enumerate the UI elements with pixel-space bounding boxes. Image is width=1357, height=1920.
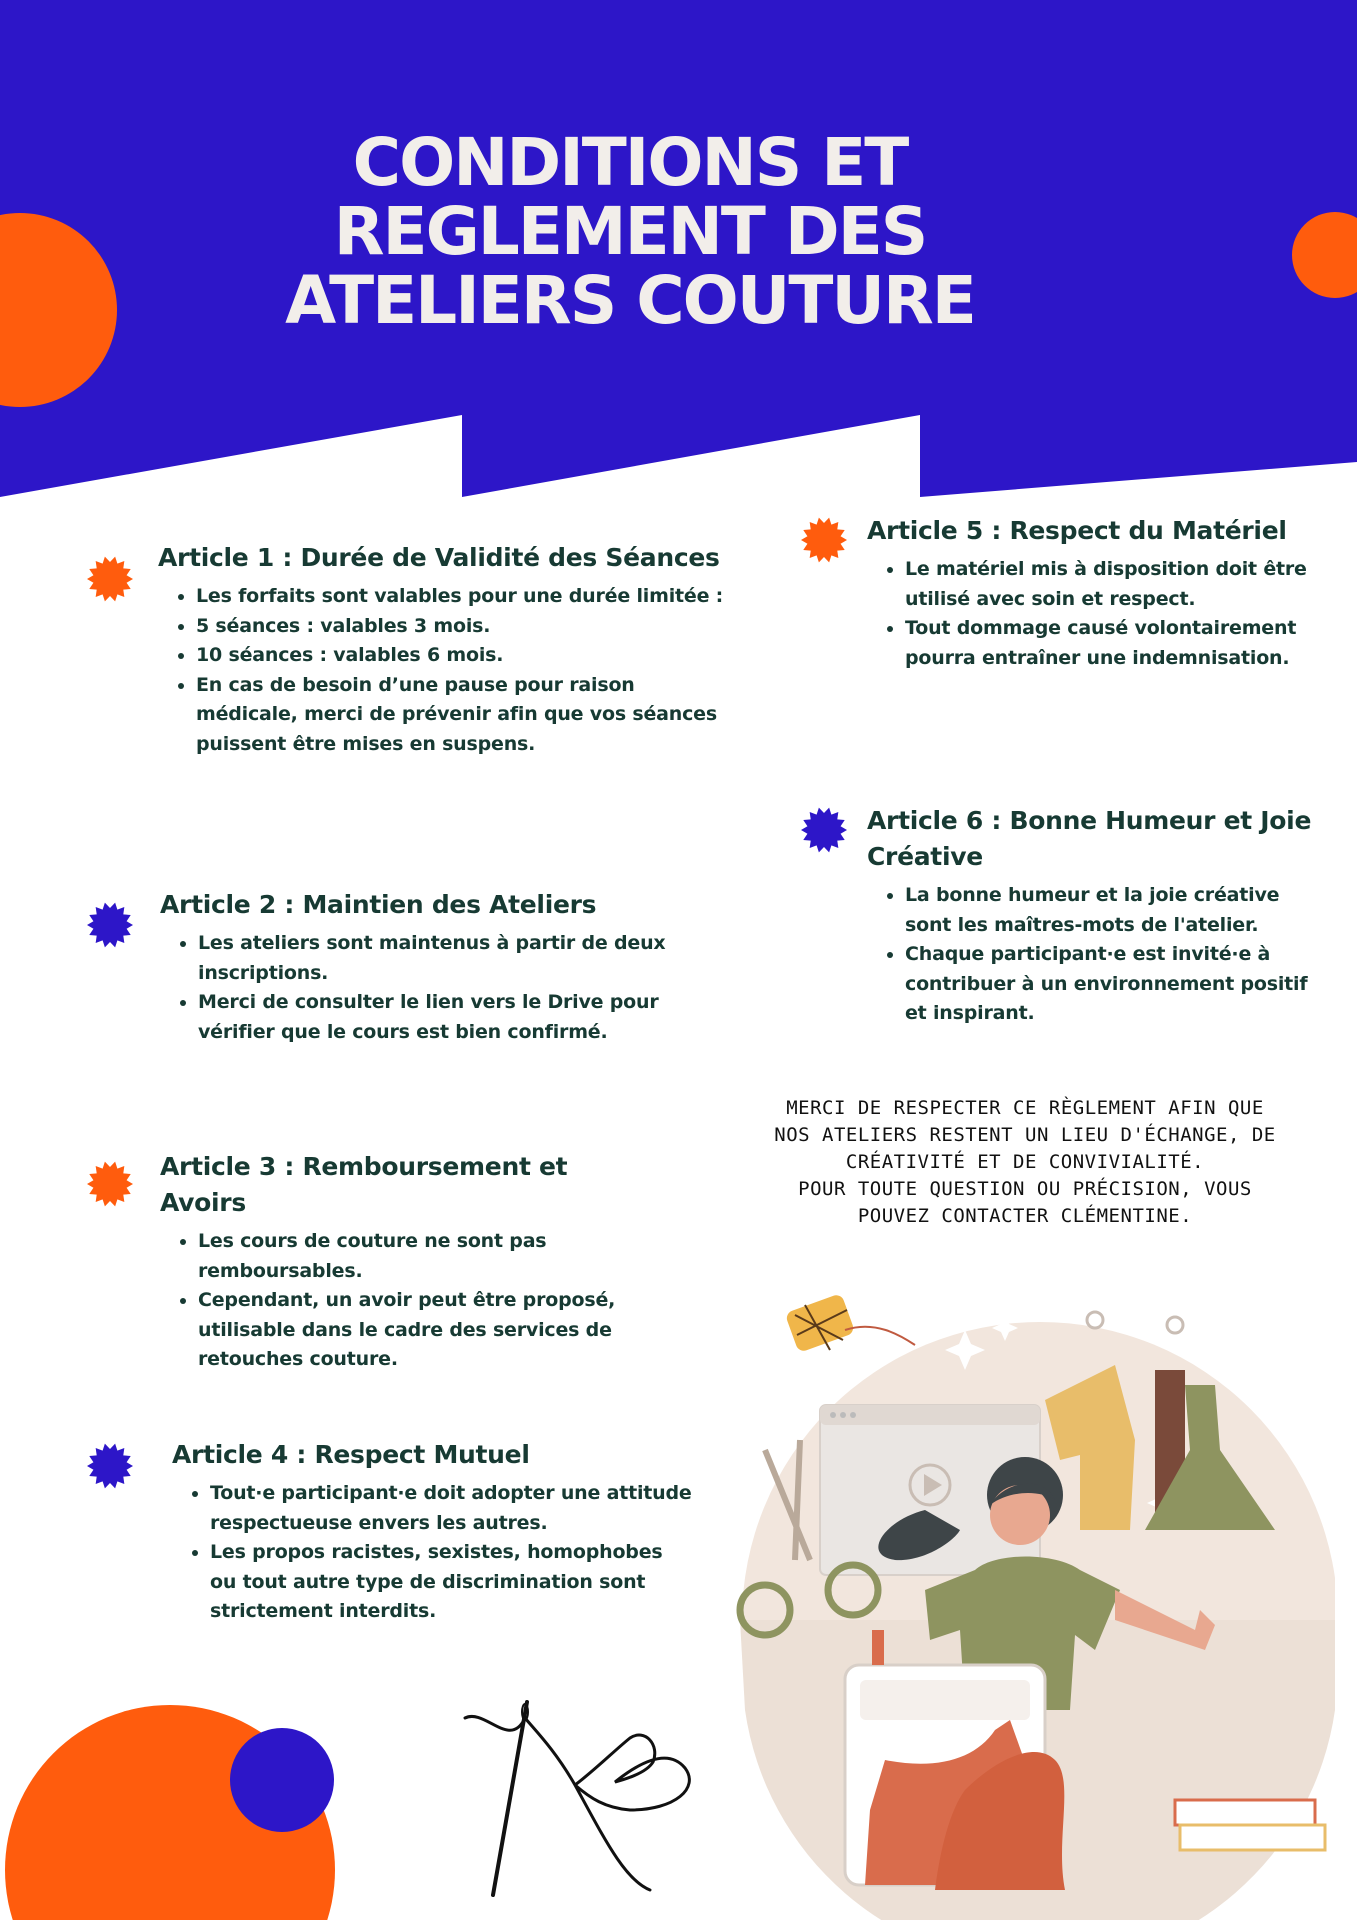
orange-starburst-icon <box>86 1160 134 1208</box>
article-5 <box>867 513 1327 673</box>
page-title <box>180 124 1080 339</box>
blue-starburst-icon <box>86 901 134 949</box>
article-2-title: Article 2 : Maintien des Ateliers <box>160 890 597 919</box>
article-5-list <box>867 555 1327 673</box>
bottom-left-circles <box>0 1700 360 1920</box>
orange-circle-right <box>1290 210 1357 300</box>
article-3-title: Article 3 : Remboursement et Avoirs <box>160 1152 568 1217</box>
article-1-list <box>158 582 728 759</box>
article-4-list <box>172 1479 692 1627</box>
closing-notice <box>765 1095 1285 1230</box>
list-item: • Les forfaits sont valables pour une durée limitée : <box>196 582 728 612</box>
list-item: • En cas de besoin d’une pause pour raison médicale, merci de prévenir afin que vos séances puissent être mises en suspens. <box>196 671 728 760</box>
blue-starburst-icon <box>800 806 848 854</box>
article-2 <box>160 887 720 1047</box>
list-item: • Chaque participant·e est invité·e à contribuer à un environnement positif et inspirant. <box>905 940 1327 1029</box>
blue-starburst-icon <box>86 1442 134 1490</box>
article-6-title: Article 6 : Bonne Humeur et Joie Créative <box>867 806 1312 871</box>
list-item: • Cependant, un avoir peut être proposé, utilisable dans le cadre des services de retouches couture. <box>198 1286 660 1375</box>
list-item: • Merci de consulter le lien vers le Drive pour vérifier que le cours est bien confirmé. <box>198 988 720 1047</box>
article-6 <box>867 803 1327 1029</box>
list-item: • Tout dommage causé volontairement pourra entraîner une indemnisation. <box>905 614 1327 673</box>
sewing-illustration <box>735 1290 1335 1920</box>
list-item: • Le matériel mis à disposition doit être utilisé avec soin et respect. <box>905 555 1327 614</box>
list-item: • 5 séances : valables 3 mois. <box>196 612 728 642</box>
article-6-list <box>867 881 1327 1029</box>
article-5-title: Article 5 : Respect du Matériel <box>867 516 1287 545</box>
orange-starburst-icon <box>86 555 134 603</box>
orange-starburst-icon <box>800 516 848 564</box>
list-item: • Les propos racistes, sexistes, homophobes ou tout autre type de discrimination sont strictement interdits. <box>210 1538 692 1627</box>
title-line-2: REGLEMENT DES <box>333 193 927 270</box>
article-3 <box>160 1149 660 1375</box>
notice-line-2: POUR TOUTE QUESTION OU PRÉCISION, VOUS POUVEZ CONTACTER CLÉMENTINE. <box>798 1178 1252 1227</box>
article-3-list <box>160 1227 660 1375</box>
article-4 <box>172 1437 692 1627</box>
list-item: • 10 séances : valables 6 mois. <box>196 641 728 671</box>
list-item: • La bonne humeur et la joie créative sont les maîtres-mots de l'atelier. <box>905 881 1327 940</box>
orange-circle-left <box>0 210 120 410</box>
article-2-list <box>160 929 720 1047</box>
title-line-1: CONDITIONS ET <box>352 124 908 201</box>
list-item: • Tout·e participant·e doit adopter une attitude respectueuse envers les autres. <box>210 1479 692 1538</box>
list-item: • Les ateliers sont maintenus à partir de deux inscriptions. <box>198 929 720 988</box>
article-1-title: Article 1 : Durée de Validité des Séances <box>158 543 720 572</box>
list-item: • Les cours de couture ne sont pas remboursables. <box>198 1227 660 1286</box>
article-4-title: Article 4 : Respect Mutuel <box>172 1440 530 1469</box>
article-1 <box>158 540 728 759</box>
title-line-3: ATELIERS COUTURE <box>285 262 975 339</box>
needle-thread-heart-icon <box>455 1690 725 1905</box>
notice-line-1: MERCI DE RESPECTER CE RÈGLEMENT AFIN QUE NOS ATELIERS RESTENT UN LIEU D'ÉCHANGE, DE CRÉATIVITÉ ET DE CONVIVIALITÉ. <box>774 1097 1276 1173</box>
